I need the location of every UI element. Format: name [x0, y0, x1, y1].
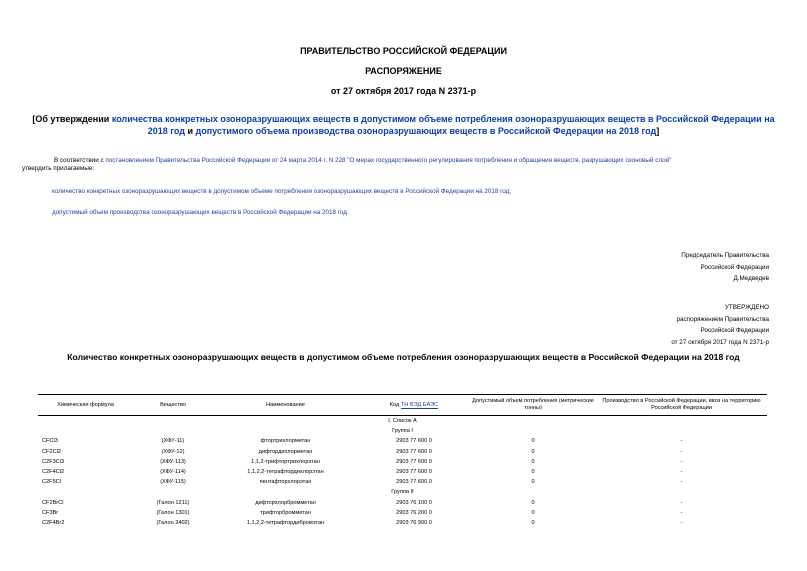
cell-name: 1,1,2-трифтортрихлорэтан — [251, 458, 320, 465]
cell-name: дифтордихлорметан — [258, 448, 313, 455]
group-row — [38, 487, 767, 497]
approval-line-1: УТВЕРЖДЕНО — [724, 304, 769, 311]
cell-code: 2903 77 600 0 — [396, 458, 432, 465]
title-link-production[interactable]: допустимого объема производства озоноразрушающих веществ в Российской Федерации на 2018 год — [195, 126, 657, 136]
cell-substance: (Галон 1301) — [156, 509, 190, 516]
header-code-link[interactable]: ТН ВЭД ЕАЭС — [400, 401, 439, 408]
approved-item-production-link[interactable]: допустимый объем производства озоноразрушающих веществ в Российской Федерации на 2018 год. — [52, 209, 349, 216]
table-row — [38, 518, 767, 528]
table-row — [38, 436, 767, 446]
cell-production: - — [680, 509, 683, 516]
header-code — [358, 395, 470, 416]
signature-block — [681, 250, 769, 285]
cell-production: - — [680, 438, 683, 445]
cell-code: 2903 77 600 0 — [396, 469, 432, 476]
cell-code: 2903 77 600 0 — [396, 448, 432, 455]
list-label: I. Список А — [388, 418, 417, 424]
approval-line-3: Российской Федерации — [700, 327, 769, 334]
table-row — [38, 477, 767, 487]
header-name: Наименование — [213, 395, 358, 416]
signature-line-2: Российской Федерации — [700, 263, 769, 271]
document-title — [30, 113, 777, 137]
header-code-prefix: Код — [389, 401, 401, 408]
cell-volume: 0 — [531, 448, 535, 455]
title-close: ] — [656, 126, 660, 136]
title-open: [Об утверждении — [32, 114, 112, 124]
preamble-resolution-link[interactable]: постановлением Правительства Российской Федерации от 24 марта 2014 г. N 228 "О мерах государственного регулирования потребления и обращения веществ, разрушающих озоновый слой" — [105, 157, 672, 164]
approval-line-2: распоряжением Правительства — [676, 315, 769, 323]
cell-volume: 0 — [531, 520, 535, 527]
signature-line-1: Председатель Правительства — [681, 252, 769, 259]
cell-formula: CF2Cl2 — [42, 448, 61, 455]
cell-substance: (ХФУ-11) — [161, 438, 185, 445]
approval-block — [671, 302, 769, 348]
cell-production: - — [680, 499, 683, 506]
table-row — [38, 457, 767, 467]
cell-volume: 0 — [531, 479, 535, 486]
signature-line-3: Д.Медведев — [733, 275, 769, 282]
header-volume: Допустимый объем потребления (метрические тонны) — [470, 395, 596, 416]
cell-code: 2903 76 900 0 — [396, 520, 432, 527]
document-date-number: от 27 октября 2017 года N 2371-р — [330, 86, 477, 96]
table-row — [38, 498, 767, 508]
cell-volume: 0 — [531, 458, 535, 465]
cell-name: трифторбромметан — [260, 509, 311, 516]
cell-code: 2903 77 600 0 — [396, 438, 432, 445]
cell-production: - — [680, 469, 683, 476]
substances-table — [38, 394, 767, 528]
cell-production: - — [680, 479, 683, 486]
list-label-row — [38, 416, 767, 427]
cell-formula: C2F4Cl2 — [42, 469, 65, 476]
cell-name: 1,1,2,2-тетрафтордихлорэтан — [247, 469, 324, 476]
cell-substance: (ХФУ-12) — [161, 448, 185, 455]
cell-name: фтортрихлорметан — [260, 438, 311, 445]
cell-formula: CF2BrCl — [42, 499, 64, 506]
preamble — [22, 157, 773, 173]
cell-substance: (Галон 2402) — [156, 520, 190, 527]
cell-code: 2903 76 200 0 — [396, 509, 432, 516]
table-row — [38, 467, 767, 477]
group-row — [38, 426, 767, 436]
cell-name: дифторхлорбромметан — [255, 499, 316, 506]
table-header-row — [38, 395, 767, 416]
cell-formula: C2F3Cl3 — [42, 458, 65, 465]
header-production: Производство в Российской Федерации, ввоз на территорию Российской Федерации — [596, 395, 767, 416]
cell-code: 2903 77 600 0 — [396, 479, 432, 486]
cell-name: 1,1,2,2-тетрафтордибромэтан — [246, 520, 325, 527]
cell-production: - — [680, 458, 683, 465]
table-row — [38, 447, 767, 457]
table-row — [38, 508, 767, 518]
cell-formula: CF3Br — [42, 509, 59, 516]
cell-formula: CFCl3 — [42, 438, 58, 445]
table-title: Количество конкретных озоноразрушающих веществ в допустимом объеме потребления озоноразрушающих веществ в Российской Федерации на 2018 год — [67, 352, 740, 362]
preamble-prefix: В соответствии с — [54, 157, 106, 164]
cell-substance: (ХФУ-114) — [160, 469, 186, 476]
cell-volume: 0 — [531, 509, 535, 516]
cell-volume: 0 — [531, 499, 535, 506]
cell-code: 2903 76 100 0 — [396, 499, 432, 506]
header-substance: Вещество — [133, 395, 213, 416]
cell-substance: (ХФУ-113) — [160, 458, 186, 465]
cell-formula: C2F5Cl — [42, 479, 61, 486]
cell-volume: 0 — [531, 469, 535, 476]
approval-line-4: от 27 октября 2017 года N 2371-р — [671, 338, 769, 346]
cell-name: пентафторхлорэтан — [259, 479, 312, 486]
document-type: РАСПОРЯЖЕНИЕ — [365, 66, 442, 76]
group-2-label: Группа II — [391, 489, 414, 496]
cell-substance: (ХФУ-115) — [160, 479, 186, 486]
preamble-suffix: утвердить прилагаемые: — [22, 165, 95, 173]
group-1-label: Группа I — [392, 428, 413, 435]
title-mid: и — [184, 126, 196, 136]
cell-volume: 0 — [531, 438, 535, 445]
cell-formula: C2F4Br2 — [42, 520, 65, 527]
government-heading: ПРАВИТЕЛЬСТВО РОССИЙСКОЙ ФЕДЕРАЦИИ — [300, 46, 507, 56]
cell-production: - — [680, 520, 683, 527]
cell-substance: (Галон 1211) — [156, 499, 190, 506]
title-link-quantity[interactable]: количества конкретных озоноразрушающих веществ в допустимом объеме потребления озоноразрушающих веществ в Российской Федерации на 2018 год — [111, 114, 775, 136]
cell-production: - — [680, 448, 683, 455]
approved-item-quantity-link[interactable]: количество конкретных озоноразрушающих веществ в допустимом объеме потребления озоноразрушающих веществ в Российской Федерации на 2018 год; — [52, 188, 512, 195]
header-formula: Химическая формула — [38, 395, 133, 416]
